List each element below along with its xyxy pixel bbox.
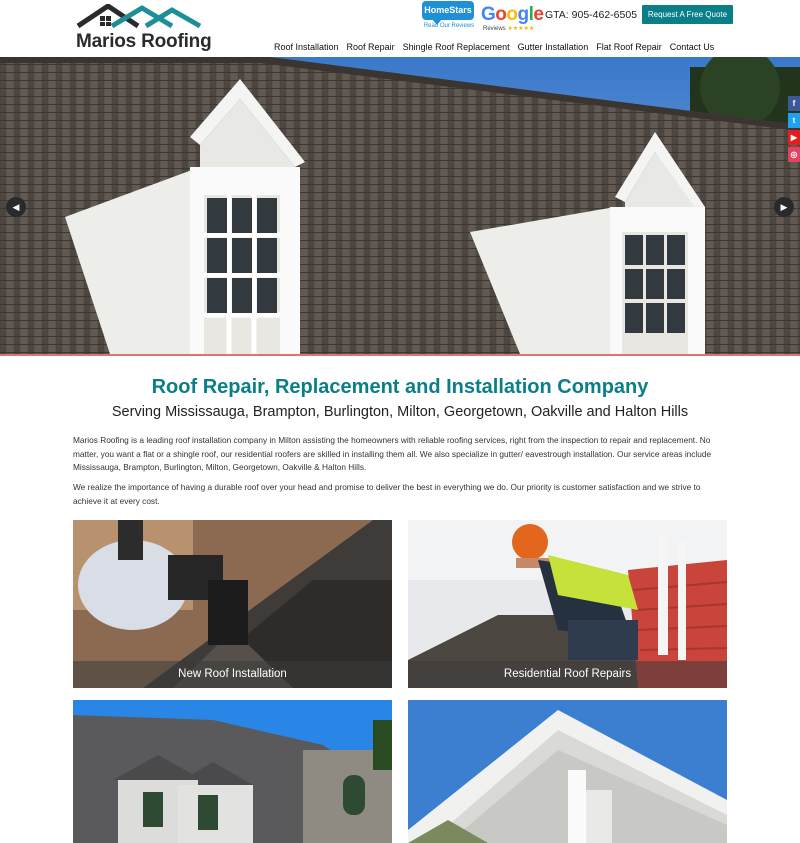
google-logo: Google [481, 4, 544, 25]
house-photo [73, 700, 392, 843]
nav-contact-us[interactable]: Contact Us [669, 42, 715, 52]
gutter-photo [408, 700, 727, 843]
card-caption: New Roof Installation [73, 661, 392, 688]
logo[interactable] [76, 4, 212, 54]
logo-text: Marios Roofing [76, 31, 212, 52]
service-card-gutter[interactable] [408, 700, 727, 843]
service-card-new-roof-installation[interactable] [73, 520, 392, 688]
intro-paragraph: Marios Roofing is a leading roof installation company in Milton assisting the homeowners with reliable roofing services, right from the inspection to repair and replacement. No matter, you want a flat or a shingle roof, our residential roofers are skilled in installing them all. We also specialize in gutter/ eavestrough installation. Our service areas include Mississauga, Brampton, Burlington, Milton, Georgetown, Oakville & Halton Hills. [73, 435, 712, 472]
commitment-paragraph: We realize the importance of having a durable roof over your head and promise to deliver the best in everything we do. Our priority is customer satisfaction and we strive to achieve it at every cost. [73, 482, 701, 506]
service-card-shingle-roof[interactable] [73, 700, 392, 843]
hero-slider-image [0, 57, 800, 354]
nav-roof-installation[interactable]: Roof Installation [274, 42, 339, 52]
nav-gutter-installation[interactable]: Gutter Installation [517, 42, 589, 52]
nav-flat-roof-repair[interactable]: Flat Roof Repair [596, 42, 662, 52]
twitter-icon[interactable]: t [788, 113, 800, 128]
chevron-right-icon: ▶ [780, 202, 788, 212]
nav-roof-repair[interactable]: Roof Repair [346, 42, 395, 52]
instagram-icon[interactable]: ◎ [788, 147, 800, 162]
slider-next-button[interactable] [774, 197, 794, 217]
facebook-icon[interactable]: f [788, 96, 800, 111]
star-rating-icon: ★★★★★ [507, 26, 535, 32]
service-card-residential-roof-repairs[interactable] [408, 520, 727, 688]
homestars-label: HomeStars [422, 1, 474, 20]
card-caption: Residential Roof Repairs [408, 661, 727, 688]
chevron-left-icon: ◀ [12, 202, 20, 212]
phone-number[interactable]: GTA: 905-462-6505 [545, 9, 638, 21]
page-subtitle: Serving Mississauga, Brampton, Burlington, Milton, Georgetown, Oakville and Halton Hills [111, 404, 689, 420]
nav-shingle-roof-replacement[interactable]: Shingle Roof Replacement [402, 42, 510, 52]
house-roof-icon [76, 4, 201, 34]
homestars-sub: Read Our Reviews [423, 23, 475, 29]
hero-divider [0, 354, 800, 356]
youtube-icon[interactable]: ▶ [788, 130, 800, 145]
google-sub: Reviews ★★★★★ [483, 26, 535, 32]
google-reviews-badge[interactable] [481, 4, 544, 32]
main-nav [274, 42, 714, 52]
site-header [0, 0, 800, 57]
page-title: Roof Repair, Replacement and Installation Company [151, 376, 649, 398]
slider-prev-button[interactable] [6, 197, 26, 217]
homestars-badge[interactable] [422, 1, 474, 31]
request-quote-button[interactable]: Request A Free Quote [642, 5, 733, 24]
